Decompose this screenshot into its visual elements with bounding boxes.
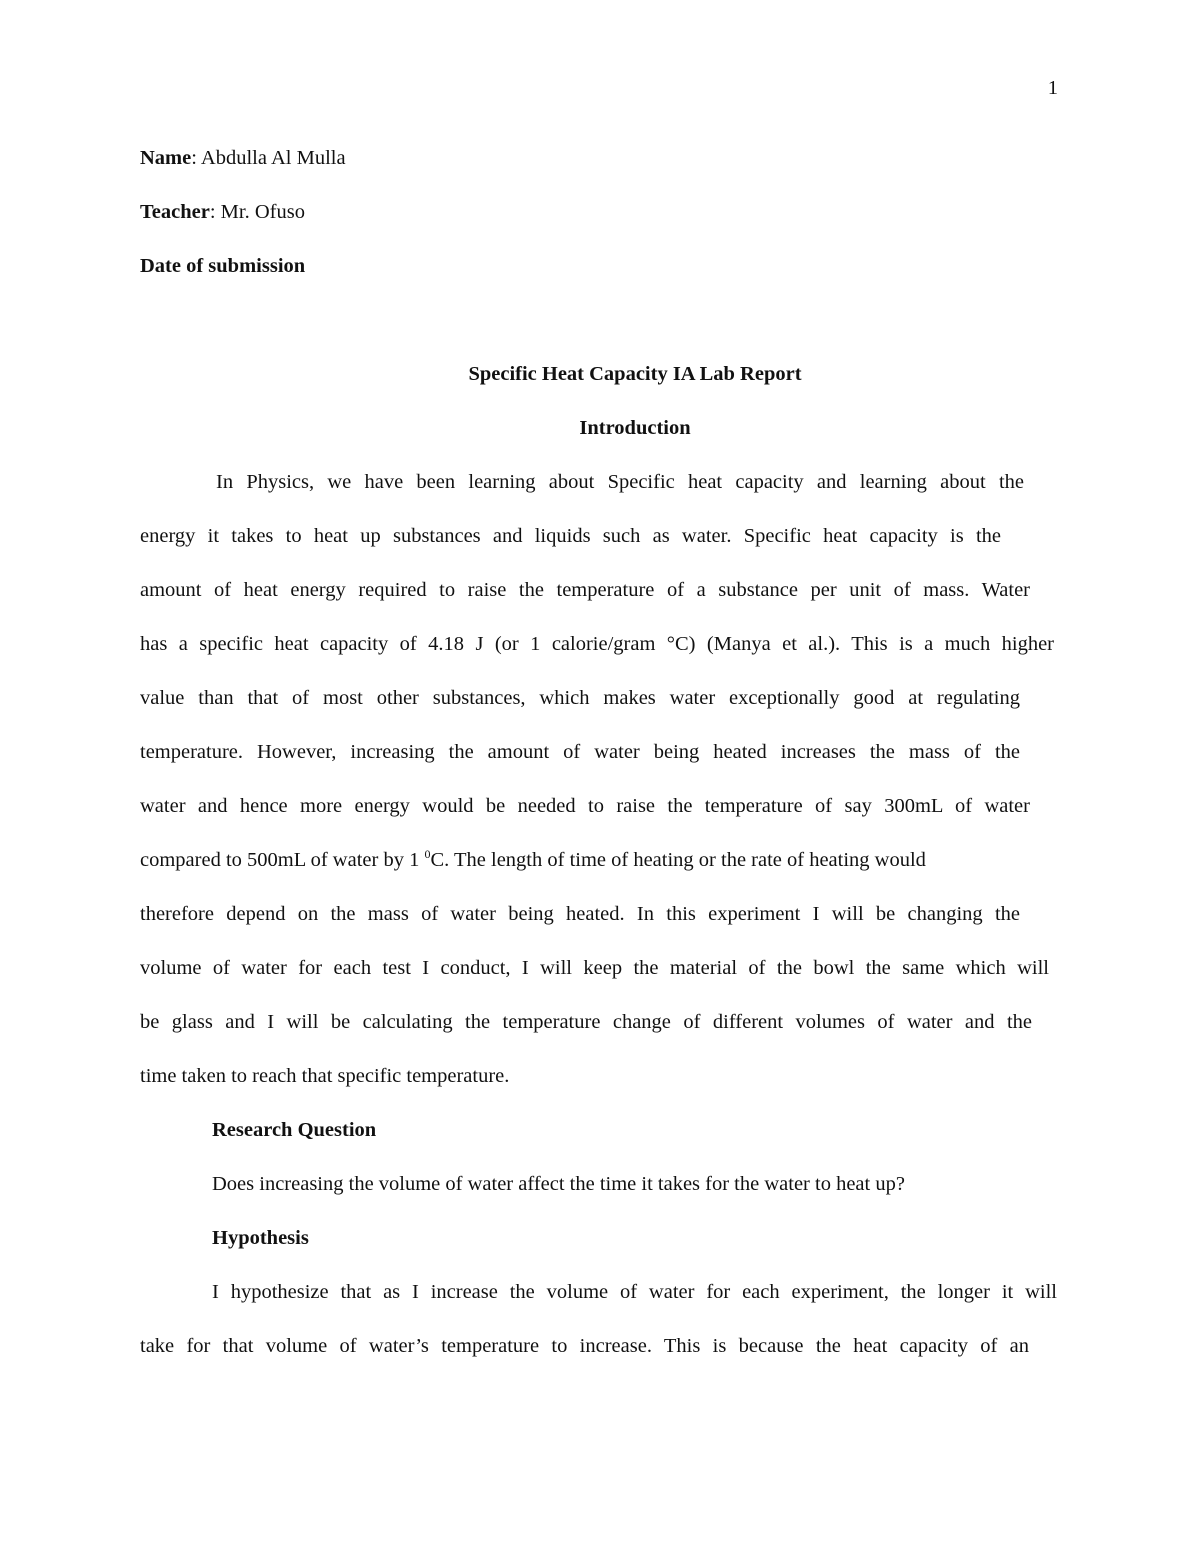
intro-line: In Physics, we have been learning about Specific heat capacity and learning about the [216, 471, 1024, 493]
name-line [140, 146, 346, 170]
research-question-heading: Research Question [212, 1119, 377, 1141]
intro-line: has a specific heat capacity of 4.18 J (or 1 calorie/gram °C) (Manya et al.). This is a much higher [140, 633, 1054, 655]
intro-line: time taken to reach that specific temperature. [140, 1065, 510, 1087]
name-value: : Abdulla Al Mulla [191, 147, 346, 169]
introduction-heading: Introduction [579, 417, 691, 439]
intro-line: energy it takes to heat up substances and liquids such as water. Specific heat capacity is the [140, 525, 1001, 547]
intro-line: temperature. However, increasing the amount of water being heated increases the mass of the [140, 741, 1020, 763]
page-number: 1 [1047, 77, 1058, 99]
teacher-value: : Mr. Ofuso [209, 201, 305, 223]
degree-superscript: 0 [424, 847, 431, 862]
intro-line: therefore depend on the mass of water being heated. In this experiment I will be changing the [140, 903, 1020, 925]
document-title: Specific Heat Capacity IA Lab Report [468, 363, 802, 385]
hypothesis-line: I hypothesize that as I increase the volume of water for each experiment, the longer it will [212, 1281, 1057, 1303]
name-label: Name [140, 147, 192, 169]
intro-line: compared to 500mL of water by 1 $^0$C. The length of time of heating or the rate of heating would [140, 847, 926, 871]
research-question-text: Does increasing the volume of water affect the time it takes for the water to heat up? [212, 1173, 905, 1195]
intro-line: value than that of most other substances, which makes water exceptionally good at regulating [140, 687, 1020, 709]
teacher-label: Teacher [140, 201, 210, 223]
date-label: Date of submission [140, 255, 306, 277]
hypothesis-line: take for that volume of water’s temperature to increase. This is because the heat capacity of an [140, 1335, 1029, 1357]
hypothesis-heading: Hypothesis [212, 1227, 309, 1249]
intro-line: be glass and I will be calculating the temperature change of different volumes of water and the [140, 1011, 1032, 1033]
intro-line: amount of heat energy required to raise the temperature of a substance per unit of mass. Water [140, 579, 1030, 601]
intro-line: water and hence more energy would be needed to raise the temperature of say 300mL of water [140, 795, 1030, 817]
date-line [140, 254, 305, 278]
intro-line: volume of water for each test I conduct, I will keep the material of the bowl the same which will [140, 957, 1049, 979]
teacher-line [140, 200, 305, 224]
